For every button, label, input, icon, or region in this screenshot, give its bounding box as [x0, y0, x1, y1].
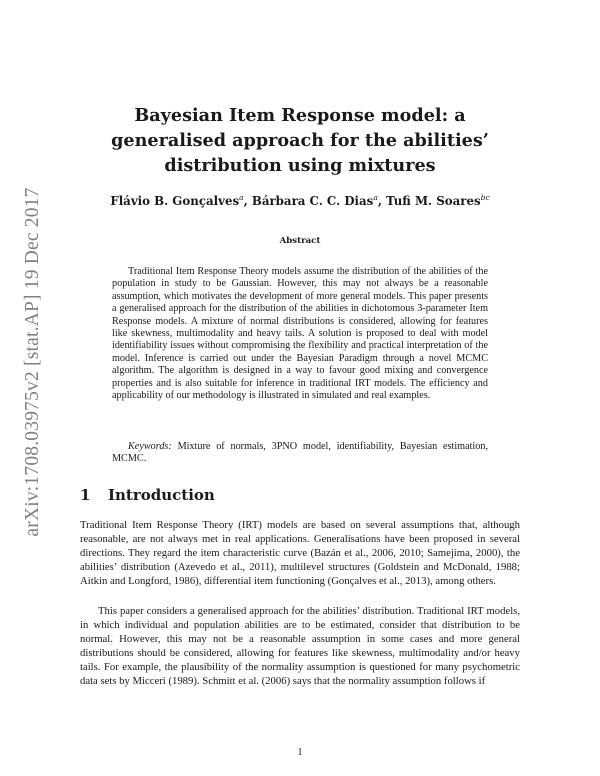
- section-title: Introduction: [108, 486, 215, 504]
- keywords: [112, 441, 488, 466]
- abstract-heading: Abstract: [279, 236, 321, 246]
- body-paragraph: Traditional Item Response Theory (IRT) models are based on several assumptions that, although reasonable, are not always met in real applications. Generalisations have been proposed in several directions. They regard the item characteristic curve (Bazán et al., 2006, 2010; Samejima, 2000), the abilities’ distribution (Azevedo et al., 2011), multilevel structures (Goldstein and McDonald, 1988; Aitkin and Longford, 1986), differential item functioning (Gonçalves et al., 2013), among others.: [80, 519, 520, 588]
- keywords-text: Mixture of normals, 3PNO model, identifiability, Bayesian estimation, MCMC.: [112, 441, 488, 465]
- author-affiliation: a: [239, 193, 244, 202]
- author-list: Flávio B. Gonçalves$^a$, Bárbara C. C. Dias$^a$, Tufi M. Soares$^{bc}$: [110, 193, 490, 208]
- arxiv-identifier: arXiv:1708.03975v2 [stat.AP] 19 Dec 2017: [22, 187, 43, 537]
- author-name: Flávio B. Gonçalves: [110, 193, 240, 208]
- body-paragraph: This paper considers a generalised approach for the abilities’ distribution. Traditional IRT models, in which individual and population abilities are to be estimated, consider that distribution to be normal. However, this may not be a reasonable assumption in some cases and more general distributions should be considered, allowing for features like skewness, multimodality and/or heavy tails. For example, the plausibility of the normality assumption is questioned for many psychometric data sets by Micceri (1989). Schmitt et al. (2006) says that the normality assumption follows if: [80, 605, 520, 688]
- section-heading: [80, 486, 215, 504]
- abstract-text: Traditional Item Response Theory models assume the distribution of the abilities of the population in study to be Gaussian. However, this may not always be a reasonable assumption, which motivates the development of more general models. This paper presents a generalised approach for the distribution of the abilities in dichotomous 3-parameter Item Response models. A mixture of normal distributions is considered, allowing for features like skewness, multimodality and heavy tails. A solution is proposed to deal with model identifiability issues without compromising the flexibility and practical interpretation of the model. Inference is carried out under the Bayesian Paradigm through a novel MCMC algorithm. The algorithm is designed in a way to favour good mixing and convergence properties and is also suitable for inference in traditional IRT models. The efficiency and applicability of our methodology is illustrated in simulated and real examples.: [112, 266, 488, 402]
- author-affiliation: a: [373, 193, 378, 202]
- author-name: Bárbara C. C. Dias: [251, 193, 374, 208]
- page-number: 1: [297, 747, 303, 758]
- section-number: 1: [80, 486, 91, 504]
- keywords-label: Keywords:: [128, 441, 172, 452]
- paper-title: Bayesian Item Response model: a generalised approach for the abilities’ distribution using mixtures: [111, 105, 489, 176]
- author-name: Tufi M. Soares: [386, 193, 481, 208]
- author-affiliation: bc: [480, 193, 490, 202]
